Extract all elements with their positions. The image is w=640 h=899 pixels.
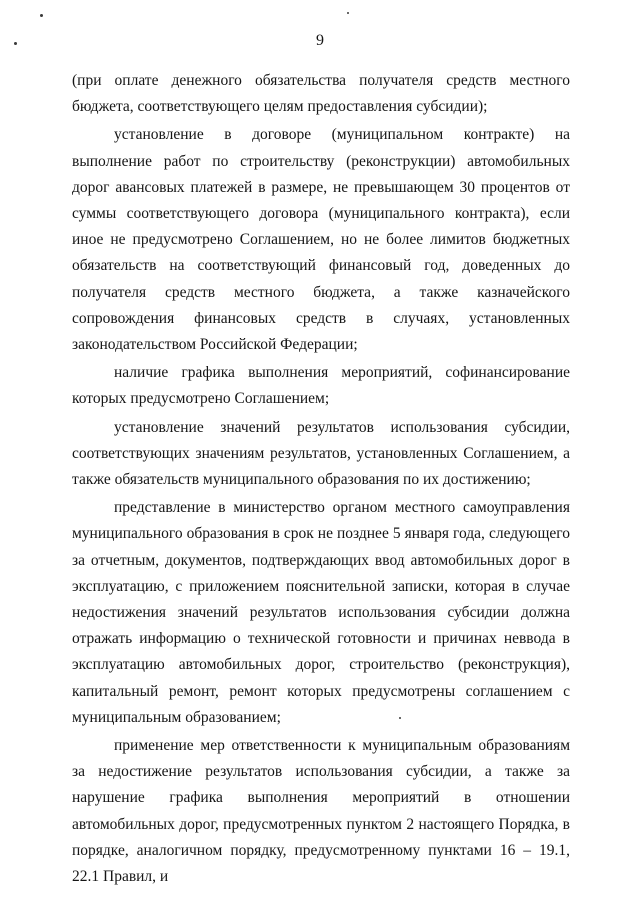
paragraph-responsibility: применение мер ответственности к муниципальным образованиям за недостижение результатов использования субсидии, а также за нарушение графика выполнения мероприятий в отношении автомобильных дорог, предусмотренных пунктом 2 настоящего Порядка, в порядке, аналогичном порядку, предусмотренному пунктами 16 – 19.1, 22.1 Правил, и: [72, 737, 570, 886]
paragraph-advance-payments: установление в договоре (муниципальном контракте) на выполнение работ по строительству (реконструкции) автомобильных дорог авансовых платежей в размере, не превышающем 30 процентов от суммы соответствующего договора (муниципального контракта), если иное не предусмотрено Соглашением, но не более лимитов бюджетных обязательств на соответствующий финансовый год, доведенных до получателя средств местного бюджета, а также казначейского сопровождения финансовых средств в случаях, установленных законодательством Российской Федерации;: [72, 126, 570, 354]
page-number: 9: [316, 32, 324, 49]
paragraph-continuation: (при оплате денежного обязательства получателя средств местного бюджета, соответствующего целям предоставления субсидии);: [72, 72, 570, 116]
scan-speck: [40, 14, 43, 17]
paragraph-submission: представление в министерство органом местного самоуправления муниципального образования в срок не позднее 5 января года, следующего за отчетным, документов, подтверждающих ввод автомобильных дорог в эксплуатацию, с приложением пояснительной записки, которая в случае недостижения значений результатов использования субсидии должна отражать информацию о технической готовности и причинах неввода в эксплуатацию автомобильных дорог, строительство (реконструкция), капитальный ремонт, ремонт которых предусмотрены соглашением с муниципальным образованием;: [72, 499, 570, 726]
paragraph-result-values: установление значений результатов использования субсидии, соответствующих значениям результатов, установленных Соглашением, а также обязательств муниципального образования по их достижению;: [72, 418, 570, 489]
paragraph-schedule: наличие графика выполнения мероприятий, софинансирование которых предусмотрено Соглашением;: [72, 364, 570, 408]
document-body: [72, 68, 570, 890]
scan-speck: [347, 12, 349, 14]
